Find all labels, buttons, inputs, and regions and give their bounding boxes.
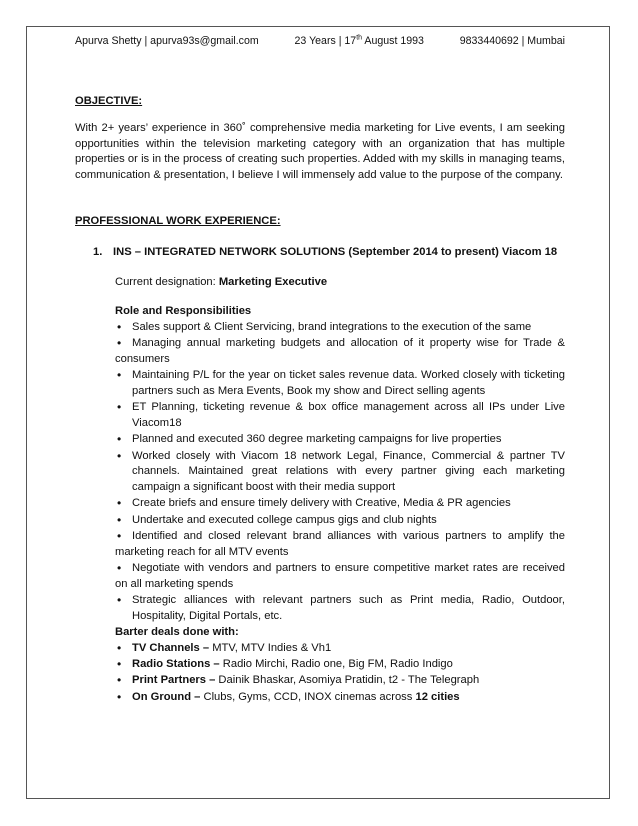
contact-name-email: Apurva Shetty | apurva93s@gmail.com [75, 35, 259, 47]
experience-heading: PROFESSIONAL WORK EXPERIENCE: [75, 214, 281, 227]
list-item: • Create briefs and ensure timely delivery with Creative, Media & PR agencies [115, 496, 565, 512]
list-item: • Radio Stations – Radio Mirchi, Radio one, Big FM, Radio Indigo [115, 657, 565, 673]
job-title: 1. INS – INTEGRATED NETWORK SOLUTIONS (September 2014 to present) Viacom 18 [93, 246, 558, 259]
list-item: • Worked closely with Viacom 18 network Legal, Finance, Commercial & partner TV channels. Maintained great relations with every partner giving each marketing campaign a significant boost with their media support [115, 449, 565, 496]
list-item: • Identified and closed relevant brand alliances with various partners to amplify the marketing reach for all MTV events [115, 529, 565, 560]
designation: Current designation: Marketing Executive [115, 275, 328, 288]
job-body [115, 275, 565, 706]
list-item: • Planned and executed 360 degree marketing campaigns for live properties [115, 432, 565, 448]
phone-city: 9833440692 | Mumbai [459, 35, 565, 47]
list-item: • TV Channels – MTV, MTV Indies & Vh1 [115, 641, 565, 657]
objective-text: With 2+ years’ experience in 360˚ comprehensive media marketing for Live events, I am seeking opportunities within the television marketing category with an organization that has multiple properties or is in the process of creating such properties. Added with my skills in managing teams, communication & presentation, I believe I will immensely add value to the purpose of the company. [75, 122, 565, 181]
age-dob: 23 Years | 17th August 1993 [294, 34, 424, 47]
list-item: • Managing annual marketing budgets and allocation of it property wise for Trade & consumers [115, 336, 565, 367]
job-entry [95, 245, 565, 705]
resume-page [75, 34, 565, 706]
barter-heading: Barter deals done with: [115, 625, 239, 638]
list-item: • Print Partners – Dainik Bhaskar, Asomiya Pratidin, t2 - The Telegraph [115, 673, 565, 689]
objective-heading: OBJECTIVE: [75, 94, 143, 107]
list-item: • On Ground – Clubs, Gyms, CCD, INOX cinemas across 12 cities [115, 690, 565, 706]
list-item: • Undertake and executed college campus gigs and club nights [115, 513, 565, 529]
list-item: • Negotiate with vendors and partners to ensure competitive market rates are received on all marketing spends [115, 561, 565, 592]
list-item: • Maintaining P/L for the year on ticket sales revenue data. Worked closely with ticketing partners such as Mera Events, Book my show and Direct selling agents [115, 368, 565, 399]
barter-list [115, 641, 565, 706]
list-item: • Strategic alliances with relevant partners such as Print media, Radio, Outdoor, Hospitality, Digital Portals, etc. [115, 593, 565, 624]
roles-list [115, 320, 565, 624]
contact-header [75, 34, 565, 50]
list-item: • Sales support & Client Servicing, brand integrations to the execution of the same [115, 320, 565, 336]
roles-heading: Role and Responsibilities [115, 305, 252, 318]
list-item: • ET Planning, ticketing revenue & box office management across all IPs under Live Viacom18 [115, 400, 565, 431]
